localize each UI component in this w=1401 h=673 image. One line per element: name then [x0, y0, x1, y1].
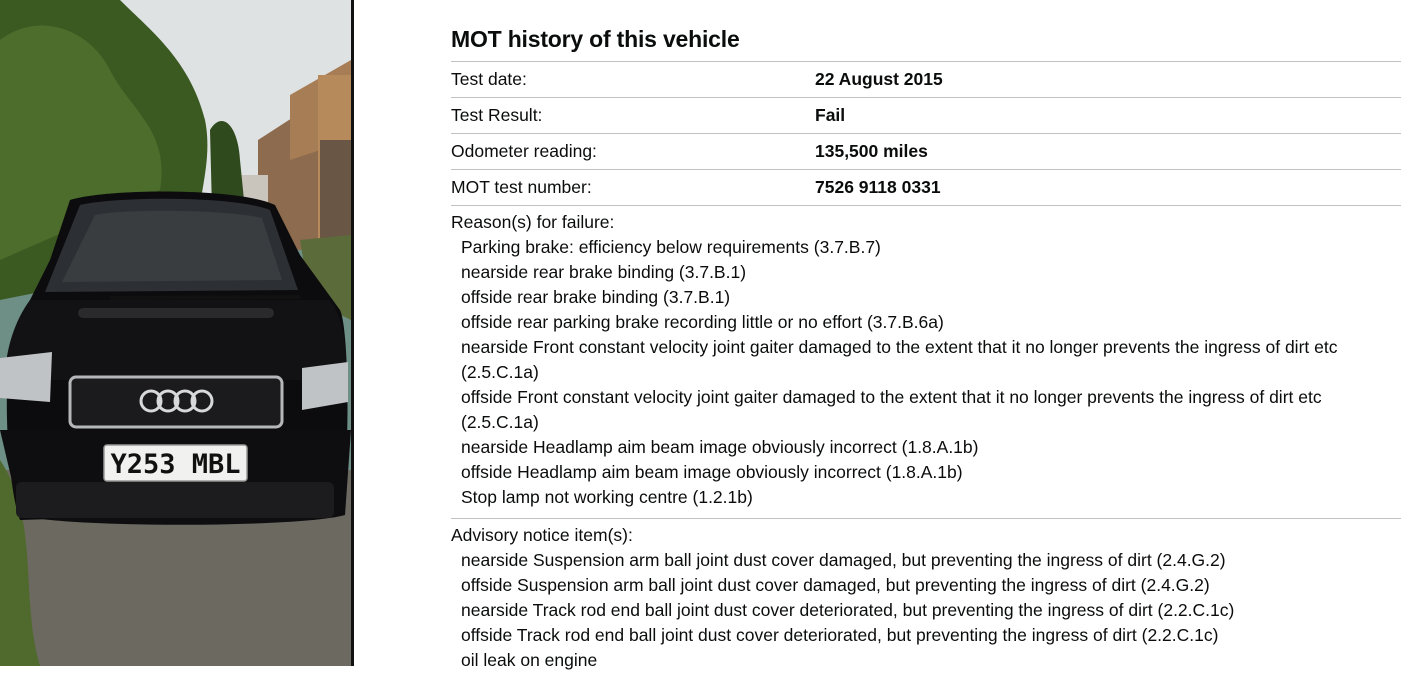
advisory-item: nearside Suspension arm ball joint dust cover damaged, but preventing the ingress of dirt (2.4.G.2): [461, 550, 1226, 570]
failure-reason-item: offside rear parking brake recording little or no effort (3.7.B.6a): [461, 312, 944, 332]
test-date-label: Test date:: [451, 69, 527, 89]
car-photo-illustration: [0, 0, 351, 666]
car-photo: [0, 0, 351, 666]
mot-test-number-row: [451, 169, 1401, 205]
test-date-row: [451, 61, 1401, 97]
mot-history-panel: [451, 24, 1401, 673]
test-date-value: 22 August 2015: [815, 69, 943, 89]
odometer-label: Odometer reading:: [451, 141, 597, 161]
failure-reason-item: nearside Front constant velocity joint gaiter damaged to the extent that it no longer prevents the ingress of dirt etc (2.5.C.1a): [461, 337, 1338, 382]
failure-reason-item: Parking brake: efficiency below requirements (3.7.B.7): [461, 237, 881, 257]
failure-reasons-heading: Reason(s) for failure:: [451, 212, 615, 232]
failure-reason-item: offside Headlamp aim beam image obviously incorrect (1.8.A.1b): [461, 462, 963, 482]
advisory-heading: Advisory notice item(s):: [451, 525, 633, 545]
failure-reason-item: nearside rear brake binding (3.7.B.1): [461, 262, 747, 282]
mot-history-title: MOT history of this vehicle: [451, 26, 740, 52]
advisory-list: [451, 548, 1401, 673]
advisory-section: [451, 518, 1401, 673]
advisory-item: offside Suspension arm ball joint dust cover damaged, but preventing the ingress of dirt (2.4.G.2): [461, 575, 1210, 595]
failure-reason-item: Stop lamp not working centre (1.2.1b): [461, 487, 753, 507]
failure-reason-item: offside Front constant velocity joint gaiter damaged to the extent that it no longer prevents the ingress of dirt etc (2.5.C.1a): [461, 387, 1322, 432]
test-result-row: [451, 97, 1401, 133]
odometer-value: 135,500 miles: [815, 141, 928, 161]
test-result-label: Test Result:: [451, 105, 543, 125]
failure-reasons-section: [451, 205, 1401, 518]
mot-test-number-label: MOT test number:: [451, 177, 592, 197]
failure-reason-item: nearside Headlamp aim beam image obviously incorrect (1.8.A.1b): [461, 437, 979, 457]
photo-border: [351, 0, 354, 666]
failure-reason-item: offside rear brake binding (3.7.B.1): [461, 287, 731, 307]
number-plate-text: Y253 MBL: [110, 449, 241, 480]
test-result-value: Fail: [815, 105, 846, 125]
mot-test-number-value: 7526 9118 0331: [815, 177, 941, 197]
odometer-row: [451, 133, 1401, 169]
advisory-item: nearside Track rod end ball joint dust cover deteriorated, but preventing the ingress of dirt (2.2.C.1c): [461, 600, 1235, 620]
advisory-item: oil leak on engine: [461, 650, 598, 670]
failure-reasons-list: [451, 235, 1401, 510]
advisory-item: offside Track rod end ball joint dust cover deteriorated, but preventing the ingress of dirt (2.2.C.1c): [461, 625, 1219, 645]
